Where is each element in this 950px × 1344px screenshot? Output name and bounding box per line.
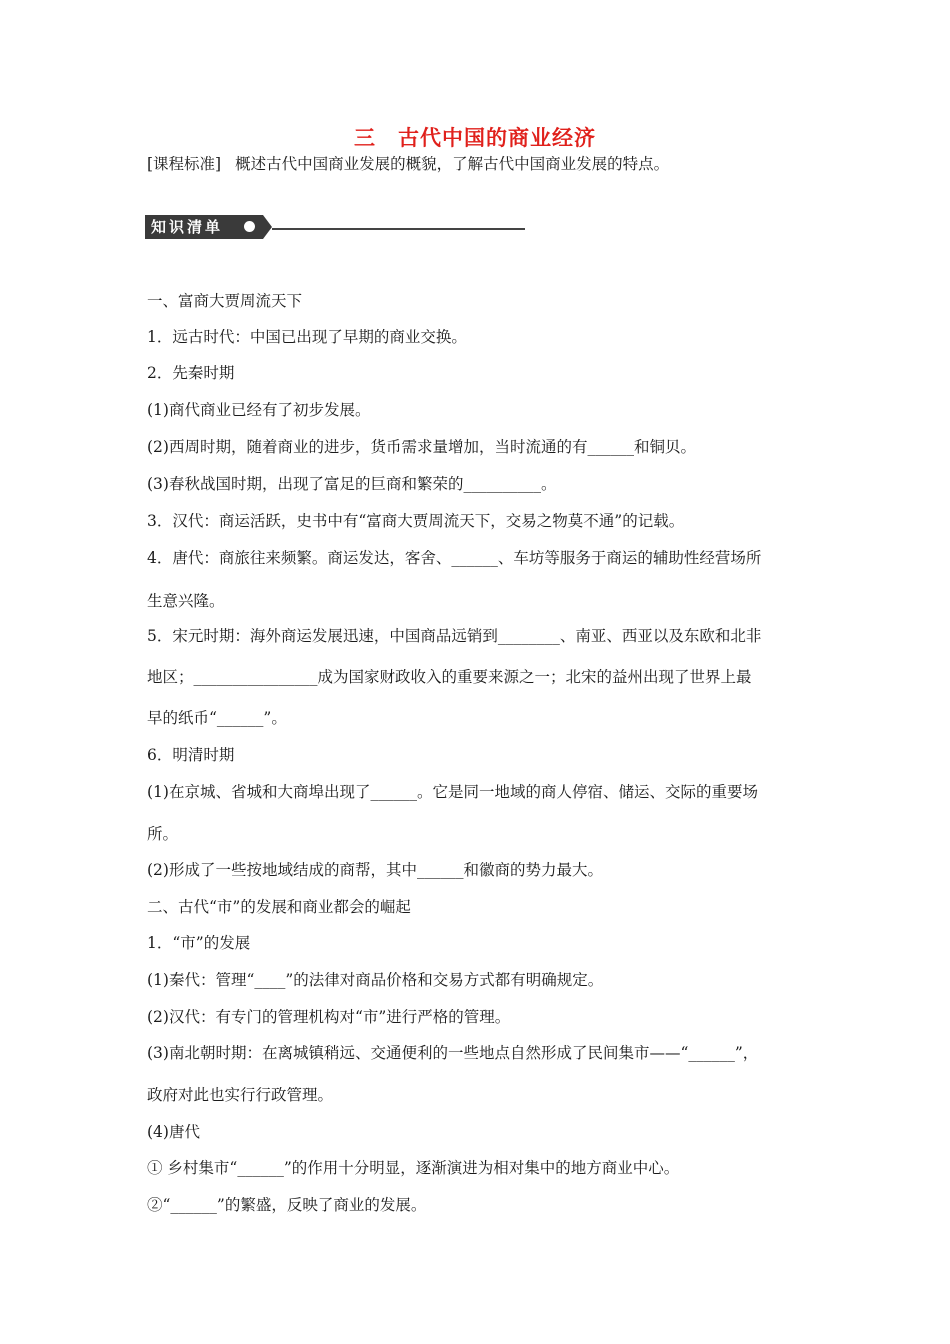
text-line: 5．宋元时期：海外商运发展迅速，中国商品远销到________、南亚、西亚以及东欧和北非 [147,627,762,645]
lesson-title: 古代中国的商业经济 [398,125,596,150]
text-line: 2．先秦时期 [147,364,235,382]
text-line: (3)南北朝时期：在离城镇稍远、交通便利的一些地点自然形成了民间集市——“______”， [147,1044,759,1062]
section-banner [145,215,525,239]
text-line: (2)形成了一些按地域结成的商帮，其中______和徽商的势力最大。 [147,861,603,879]
text-line: ① 乡村集市“______”的作用十分明显，逐渐演进为相对集中的地方商业中心。 [147,1159,680,1177]
text-line: (1)秦代：管理“____”的法律对商品价格和交易方式都有明确规定。 [147,971,604,989]
text-line: (3)春秋战国时期，出现了富足的巨商和繁荣的__________。 [147,475,557,493]
text-line: 6．明清时期 [147,746,235,764]
text-line: (2)西周时期，随着商业的进步，货币需求量增加，当时流通的有______和铜贝。 [147,438,696,456]
text-line: 一、富商大贾周流天下 [147,292,303,310]
text-line: (1)商代商业已经有了初步发展。 [147,401,371,419]
text-line: (4)唐代 [147,1123,200,1141]
banner-label: 知识清单 [145,215,263,239]
text-line: 地区；________________成为国家财政收入的重要来源之一；北宋的益州出现了世界上最 [147,668,752,686]
bullet-dot-icon [244,221,255,232]
text-line: 生意兴隆。 [147,592,225,610]
page-title [0,122,950,152]
lesson-number: 三 [354,125,376,150]
text-line: 4．唐代：商旅往来频繁。商运发达，客舍、______、车坊等服务于商运的辅助性经营场所 [147,549,762,567]
curriculum-standard [147,152,669,174]
text-line: 所。 [147,825,179,843]
text-line: (1)在京城、省城和大商埠出现了______。它是同一地域的商人停宿、储运、交际的重要场 [147,783,758,801]
standard-tag: [课程标准] [147,155,222,173]
banner-arrow-icon [263,215,272,239]
text-line: 政府对此也实行行政管理。 [147,1086,334,1104]
text-line: 早的纸币“______”。 [147,709,287,727]
text-line: (2)汉代：有专门的管理机构对“市”进行严格的管理。 [147,1008,511,1026]
text-line: 3．汉代：商运活跃，史书中有“富商大贾周流天下，交易之物莫不通”的记载。 [147,512,685,530]
banner-rule [272,228,525,230]
text-line: 1．“市”的发展 [147,934,251,952]
text-line: ②“______”的繁盛，反映了商业的发展。 [147,1196,427,1214]
standard-text: 概述古代中国商业发展的概貌，了解古代中国商业发展的特点。 [235,155,670,173]
text-line: 1．远古时代：中国已出现了早期的商业交换。 [147,328,467,346]
text-line: 二、古代“市”的发展和商业都会的崛起 [147,898,411,916]
